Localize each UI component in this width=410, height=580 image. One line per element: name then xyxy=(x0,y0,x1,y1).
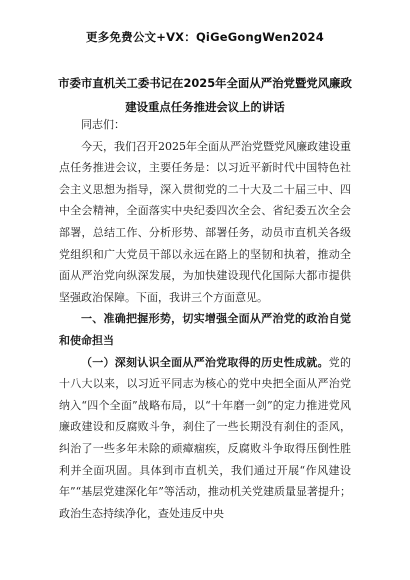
promo-header: 更多免费公文+VX：QiGeGongWen2024 xyxy=(86,30,324,44)
section-heading: 一、准确把握形势，切实增强全面从严治党的政治自觉和使命担当 xyxy=(59,312,351,347)
salutation: 同志们： xyxy=(81,118,125,131)
document-body xyxy=(59,114,351,524)
subsection-text: 党的十八大以来，以习近平同志为核心的党中央把全面从严治党纳入“四个全面”战略布局，以“十年磨一剑”的定力推进党风廉政建设和反腐败斗争，刹住了一些长期没有刹住的歪风，纠治了一些多年未除的顽瘴痼疾，反腐败斗争取得压倒性胜利并全面巩固。具体到市直机关，我们通过开展“作风建设年”“基层党建深化年”等活动，推动机关党建质量显著提升；政治生态持续净化，查处违反中央 xyxy=(59,355,352,520)
subsection-paragraph xyxy=(59,352,351,525)
document-title: 市委市直机关工委书记在2025年全面从严治党暨党风廉政建设重点任务推进会议上的讲话 xyxy=(58,76,352,114)
intro-paragraph: 今天，我们召开2025年全面从严治党暨党风廉政建设重点任务推进会议，主要任务是：以习近平新时代中国特色社会主义思想为指导，深入贯彻党的二十大及二十届三中、四中全会精神，全面落实中央纪委四次全会、省纪委五次全会部署，总结工作、分析形势、部署任务，动员市直机关各级党组织和广大党员干部以永远在路上的坚韧和执着，推动全面从严治党向纵深发展，为加快建设现代化国际大都市提供坚强政治保障。下面，我讲三个方面意见。 xyxy=(59,139,351,304)
subsection-heading: （一）深刻认识全面从严治党取得的历史性成就。 xyxy=(81,355,329,369)
